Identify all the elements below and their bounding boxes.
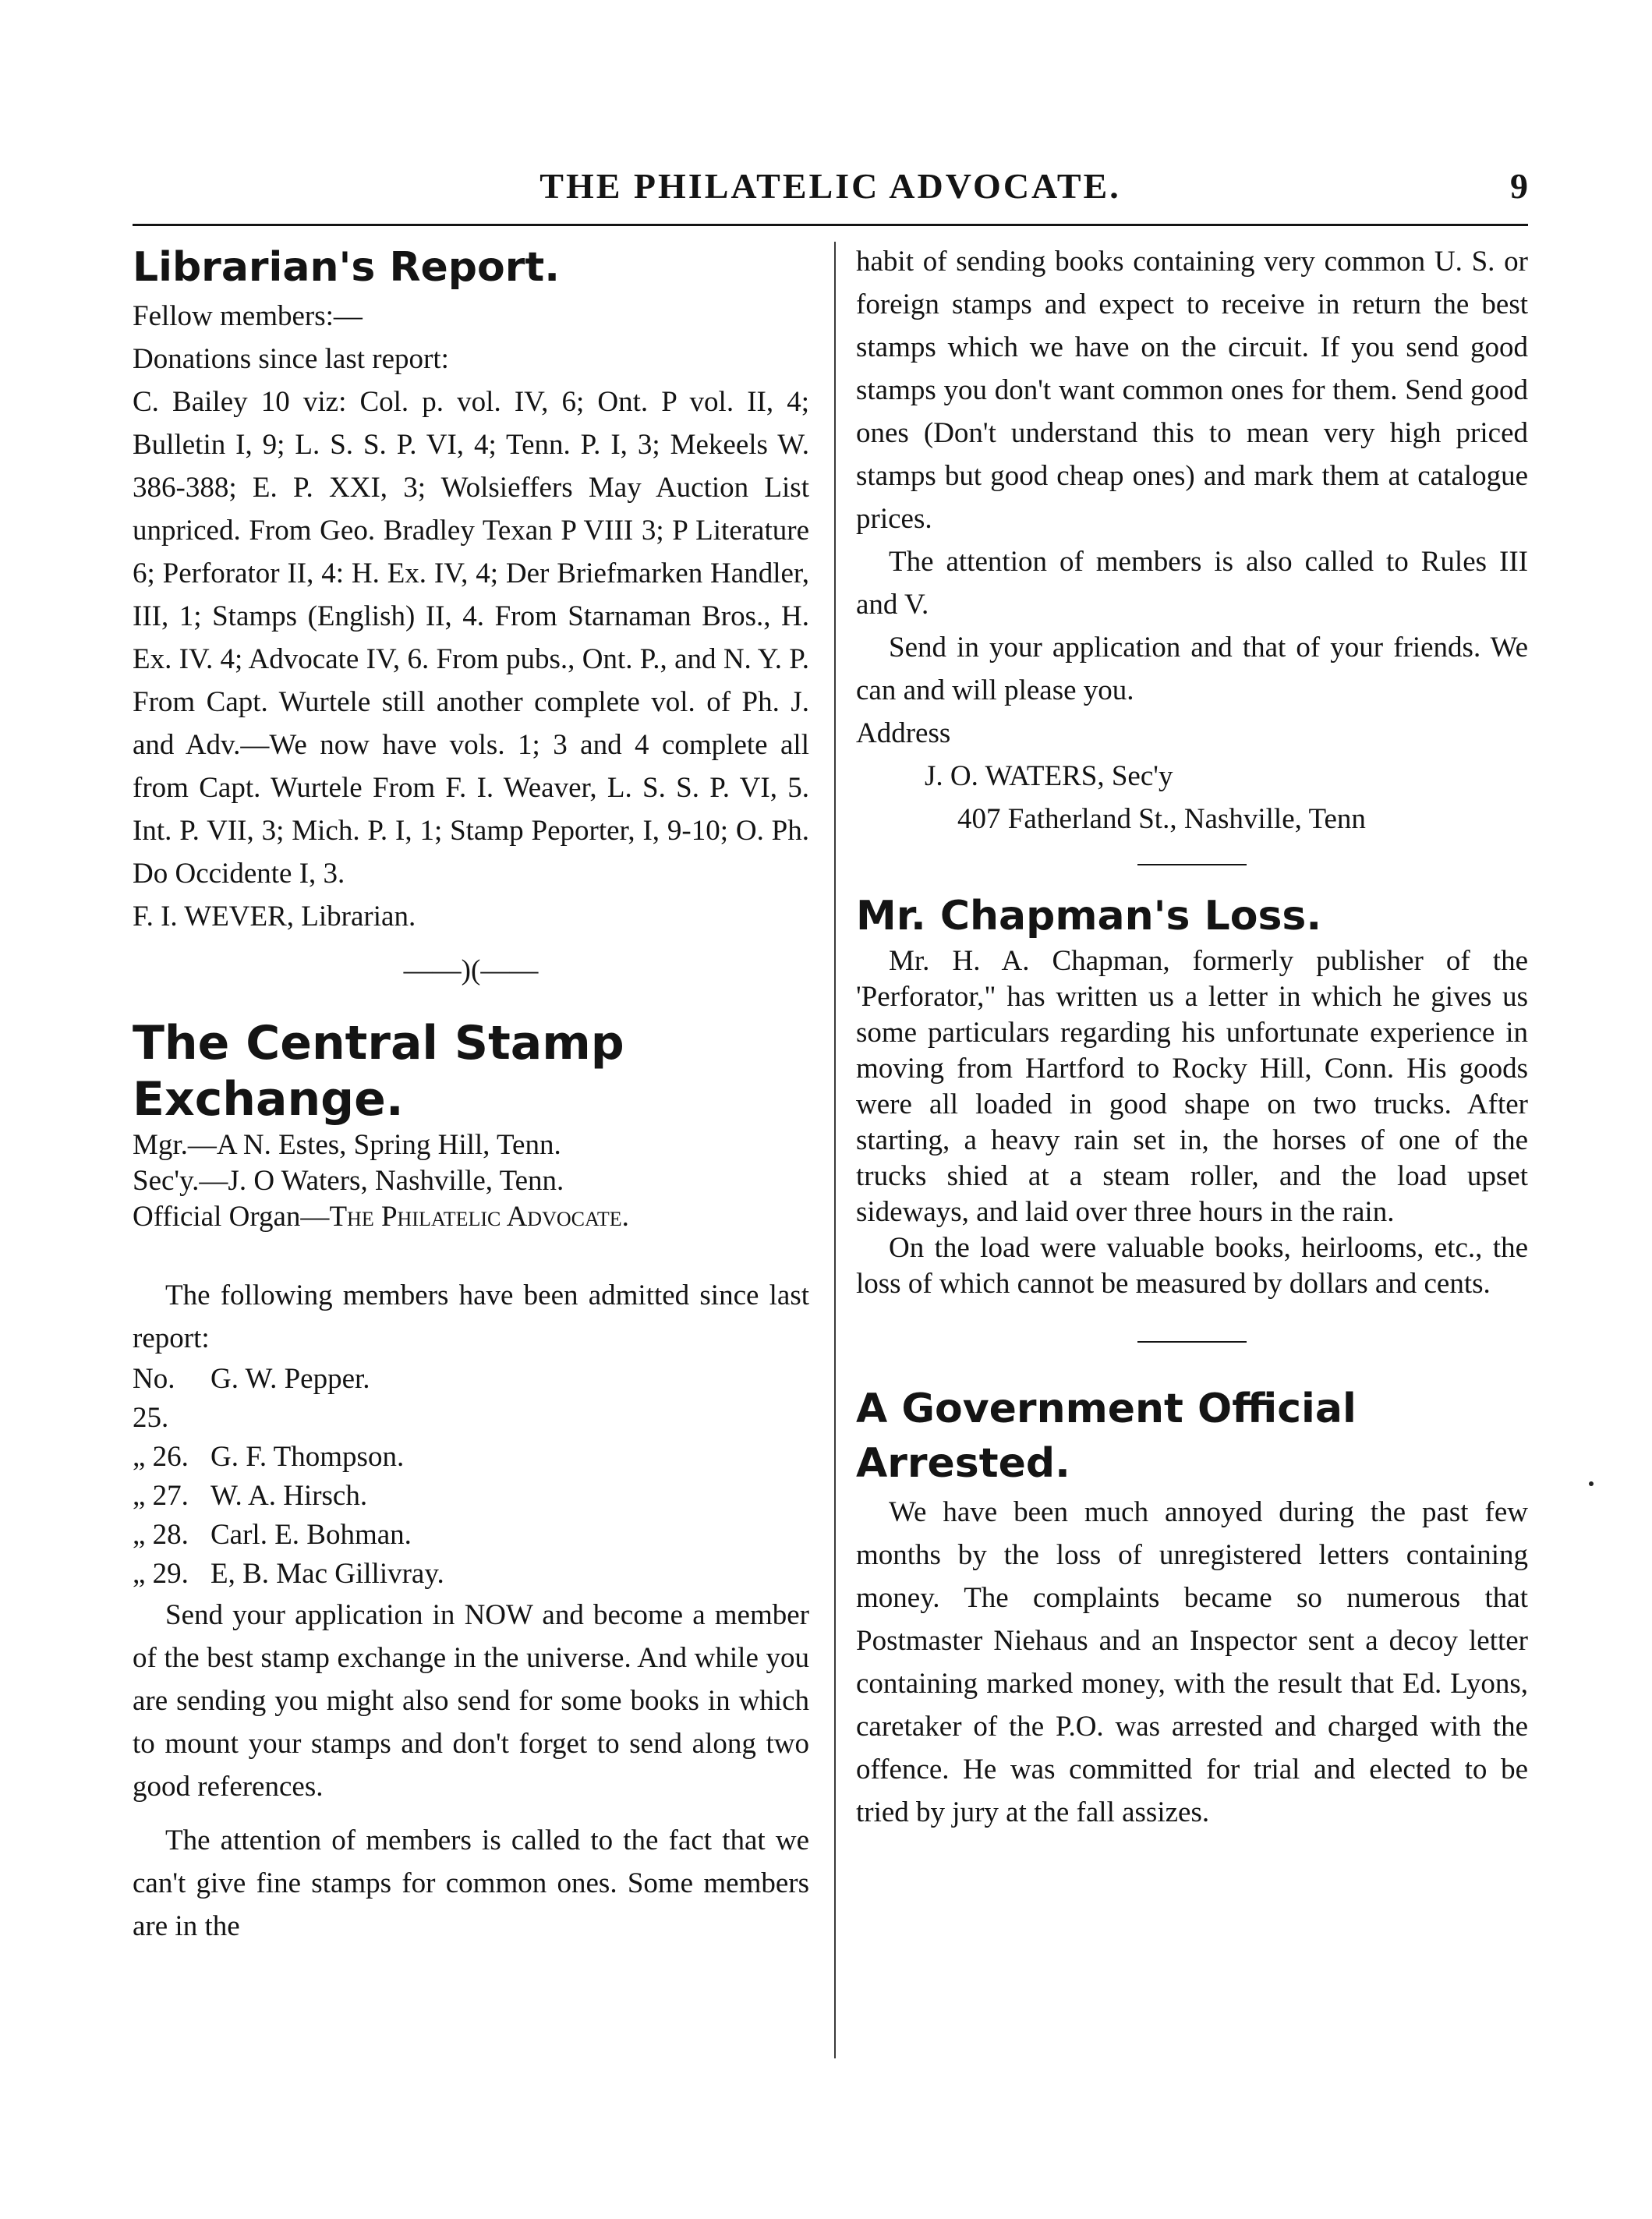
government-heading-line2: Arrested. [856, 1440, 1070, 1487]
official-organ-label: Official Organ— [133, 1201, 330, 1233]
exchange-heading-line2: Exchange. [133, 1072, 404, 1127]
list-item [133, 1477, 809, 1516]
list-item [133, 1438, 809, 1477]
member-name: Carl. E. Bohman. [210, 1519, 412, 1551]
send-paragraph: Send in your application and that of your friends. We can and will please you. [856, 632, 1528, 706]
page-number: 9 [1510, 166, 1528, 206]
member-number: No. 25. [133, 1363, 175, 1434]
chapman-paragraph-2: On the load were valuable books, heirlooms, etc., the loss of which cannot be measured by dollars and cents. [856, 1232, 1528, 1300]
member-name: W. A. Hirsch. [210, 1480, 368, 1512]
address-name: J. O. WATERS, Sec'y [925, 760, 1173, 792]
member-number: „ 26. [133, 1441, 189, 1473]
apply-paragraph: Send your application in NOW and become a member of the best stamp exchange in the universe. And while you are sending you might also send for some books in which to mount your stamps and don't forget to send along two good references. [133, 1599, 809, 1803]
exchange-manager: Mgr.—A N. Estes, Spring Hill, Tenn. [133, 1129, 561, 1161]
list-item [133, 1555, 809, 1594]
member-number: „ 29. [133, 1558, 189, 1590]
running-title: THE PHILATELIC ADVOCATE. [539, 166, 1121, 206]
member-name: E, B. Mac Gillivray. [210, 1558, 444, 1590]
attention-paragraph-start: The attention of members is called to the fact that we can't give fine stamps for common ones. Some members are in the [133, 1824, 809, 1942]
list-item [133, 1360, 809, 1438]
column-divider [834, 242, 836, 2058]
librarian-donations-body: C. Bailey 10 viz: Col. p. vol. IV, 6; Ont. P vol. II, 4; Bulletin I, 9; L. S. S. P. VI, 4; Tenn. P. I, 3; Mekeels W. 386-388; E. P. XXI, 3; Wolsieffers May Auction List unpriced. From Geo. Bradley Texan P VIII 3; P Literature 6; Perforator II, 4: H. Ex. IV, 4; Der Briefmarken Handler, III, 1; Stamps (English) II, 4. From Starnaman Bros., H. Ex. IV. 4; Advocate IV, 6. From pubs., Ont. P., and N. Y. P. From Capt. Wurtele still another complete vol. of Ph. J. and Adv.—We now have vols. 1; 3 and 4 complete all from Capt. Wurtele From F. I. Weaver, L. S. S. P. VI, 5. Int. P. VII, 3; Mich. P. I, 1; Stamp Peporter, I, 9-10; O. Ph. Do Occidente I, 3. [133, 386, 809, 890]
official-organ-name: The Philatelic Advocate. [329, 1201, 629, 1233]
stray-ink-dot [1589, 1481, 1594, 1486]
member-number: „ 28. [133, 1519, 189, 1551]
government-heading-line1: A Government Official [856, 1386, 1357, 1432]
librarian-donations-lead: Donations since last report: [133, 343, 449, 375]
member-name: G. W. Pepper. [210, 1363, 370, 1395]
government-paragraph: We have been much annoyed during the past few months by the loss of unregistered letters containing money. The complaints became so numerous that Postmaster Niehaus and an Inspector sent a decoy letter containing marked money, with the result that Ed. Lyons, caretaker of the P.O. was arrested and charged with the offence. He was committed for trial and elected to be tried by jury at the fall assizes. [856, 1496, 1528, 1828]
member-number: „ 27. [133, 1480, 189, 1512]
header-rule [133, 224, 1528, 226]
attention-paragraph-continued: habit of sending books containing very common U. S. or foreign stamps and expect to receive in return the best stamps which we have on the circuit. If you send good stamps you don't want common ones for them. Send good ones (Don't understand this to mean very high priced stamps but good cheap ones) and mark them at catalogue prices. [856, 246, 1528, 535]
section-separator: ——)(—— [403, 954, 539, 986]
exchange-heading-line1: The Central Stamp [133, 1016, 624, 1071]
running-head [133, 165, 1528, 212]
exchange-official-organ [133, 1199, 809, 1235]
right-column [856, 240, 1528, 1834]
left-column [133, 240, 809, 1948]
list-item [133, 1516, 809, 1555]
admitted-intro: The following members have been admitted since last report: [133, 1279, 809, 1354]
address-street: 407 Fatherland St., Nashville, Tenn [957, 803, 1366, 835]
librarian-report-heading: Librarian's Report. [133, 244, 560, 291]
librarian-salutation: Fellow members:— [133, 300, 363, 332]
librarian-signature: F. I. WEVER, Librarian. [133, 901, 416, 933]
rules-paragraph: The attention of members is also called to Rules III and V. [856, 546, 1528, 621]
chapman-paragraph-1: Mr. H. A. Chapman, formerly publisher of the 'Perforator," has written us a letter in which he gives us some particulars regarding his unfortunate experience in moving from Hartford to Rocky Hill, Conn. His goods were all loaded in good shape on two trucks. After starting, a heavy rain set in, the horses of one of the trucks shied at a steam roller, and the load upset sideways, and laid over three hours in the rain. [856, 945, 1528, 1228]
exchange-secretary: Sec'y.—J. O Waters, Nashville, Tenn. [133, 1165, 564, 1197]
admitted-members-list [133, 1360, 809, 1594]
chapman-heading: Mr. Chapman's Loss. [856, 893, 1322, 940]
member-name: G. F. Thompson. [210, 1441, 405, 1473]
address-label: Address [856, 717, 951, 749]
